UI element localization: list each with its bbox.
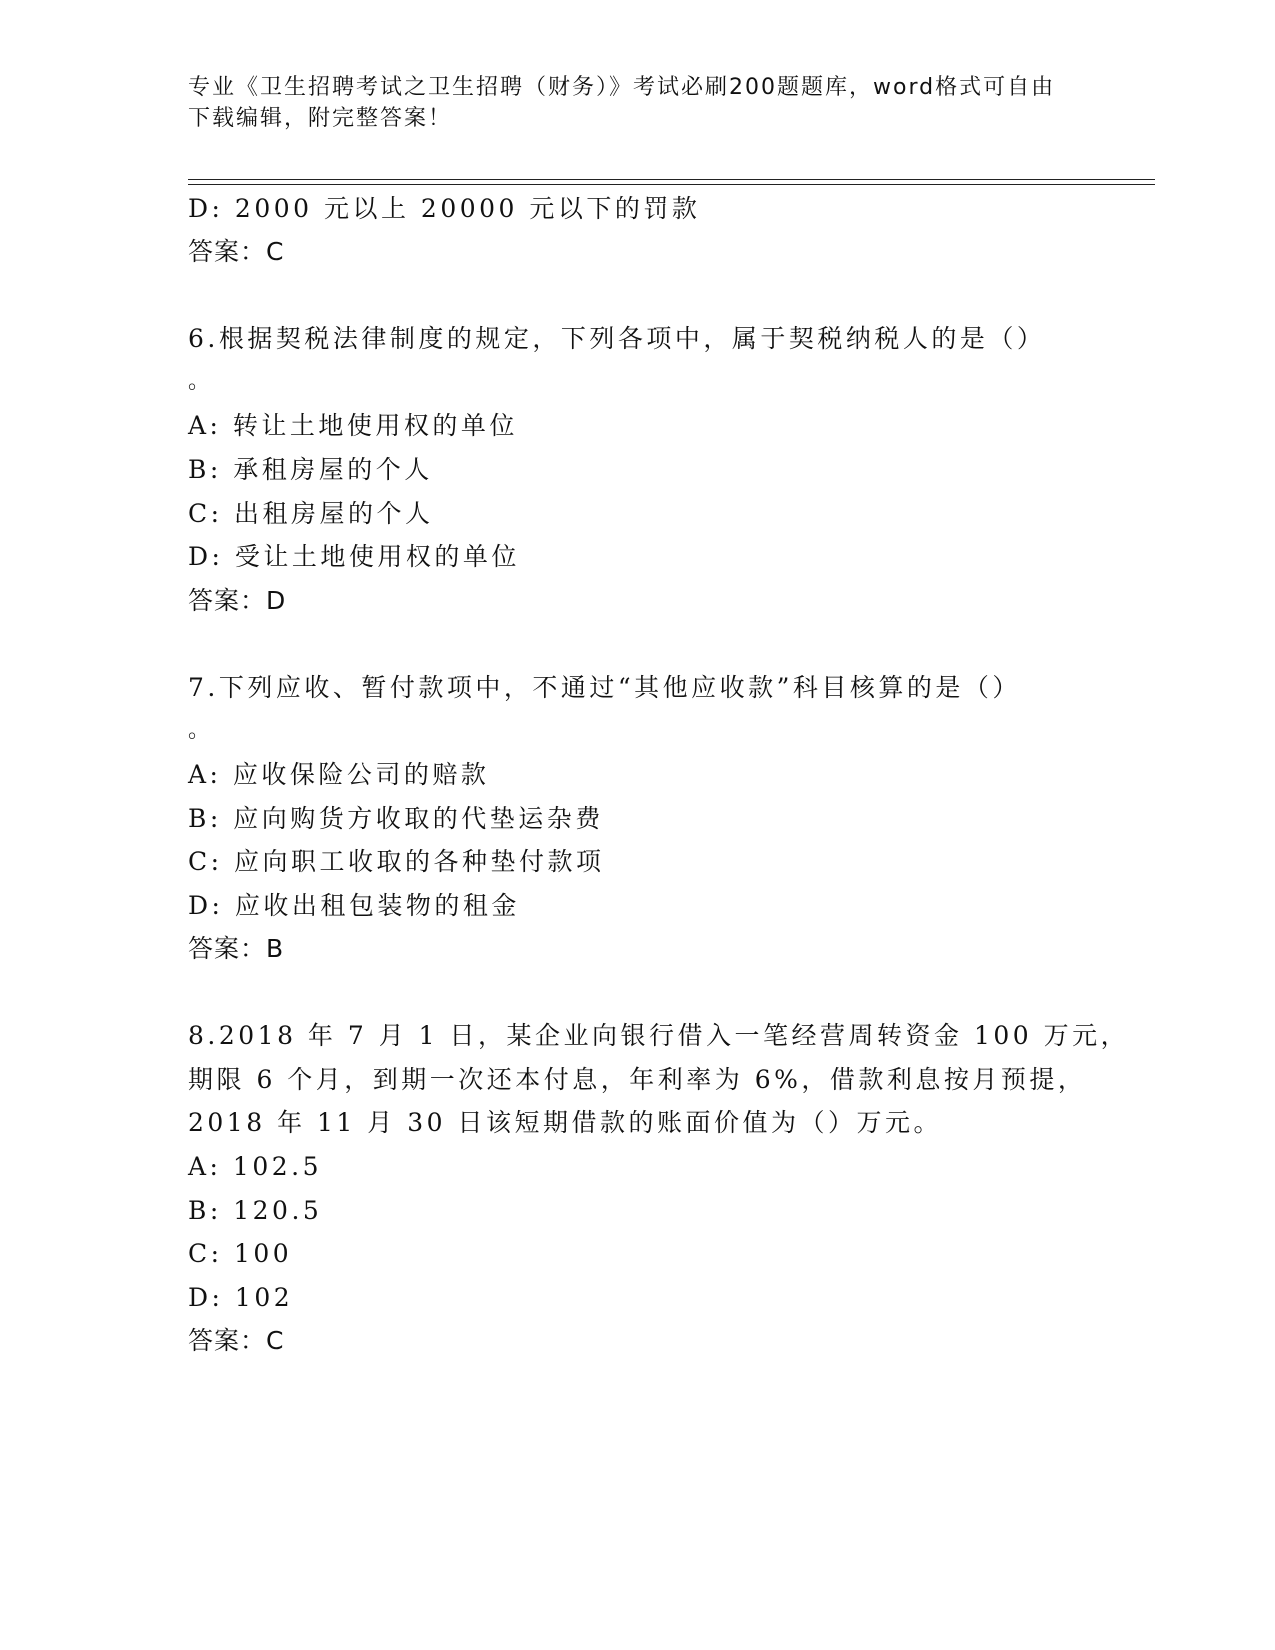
header-divider-top: [188, 179, 1155, 180]
q6-option-c: C: 出租房屋的个人: [188, 499, 434, 528]
q7-option-a: A: 应收保险公司的赔款: [188, 760, 490, 789]
header-divider-bottom: [188, 184, 1155, 185]
q5-option-d: D: 2000 元以上 20000 元以下的罚款: [188, 194, 701, 223]
q5-answer: 答案：C: [188, 237, 285, 266]
q7-stem-continuation: 。: [188, 718, 214, 743]
q7-stem: 7.下列应收、暂付款项中，不通过“其他应收款”科目核算的是（）: [188, 673, 1021, 702]
q6-option-b: B: 承租房屋的个人: [188, 455, 433, 484]
q6-option-a: A: 转让土地使用权的单位: [188, 411, 518, 440]
q7-option-c: C: 应向职工收取的各种垫付款项: [188, 847, 605, 876]
q8-option-a: A: 102.5: [188, 1152, 322, 1181]
q7-option-b: B: 应向购货方收取的代垫运杂费: [188, 804, 604, 833]
q8-option-c: C: 100: [188, 1239, 293, 1268]
q7-answer: 答案：B: [188, 934, 285, 963]
q7-option-d: D: 应收出租包装物的租金: [188, 891, 520, 920]
q6-option-d: D: 受让土地使用权的单位: [188, 542, 520, 571]
q8-stem-line-2: 期限 6 个月，到期一次还本付息，年利率为 6%，借款利息按月预提，: [188, 1065, 1087, 1094]
q8-stem-line-3: 2018 年 11 月 30 日该短期借款的账面价值为（）万元。: [188, 1108, 942, 1137]
q8-option-d: D: 102: [188, 1283, 294, 1312]
q8-stem-line-1: 8.2018 年 7 月 1 日，某企业向银行借入一笔经营周转资金 100 万元，: [188, 1021, 1130, 1050]
document-header: 专业《卫生招聘考试之卫生招聘（财务）》考试必刷200题题库，word格式可自由下载编辑，附完整答案！: [188, 75, 1056, 131]
q6-stem-continuation: 。: [188, 369, 214, 394]
q6-answer: 答案：D: [188, 586, 287, 615]
q8-option-b: B: 120.5: [188, 1196, 323, 1225]
q6-stem: 6.根据契税法律制度的规定，下列各项中，属于契税纳税人的是（）: [188, 324, 1046, 353]
q8-answer: 答案：C: [188, 1326, 285, 1355]
